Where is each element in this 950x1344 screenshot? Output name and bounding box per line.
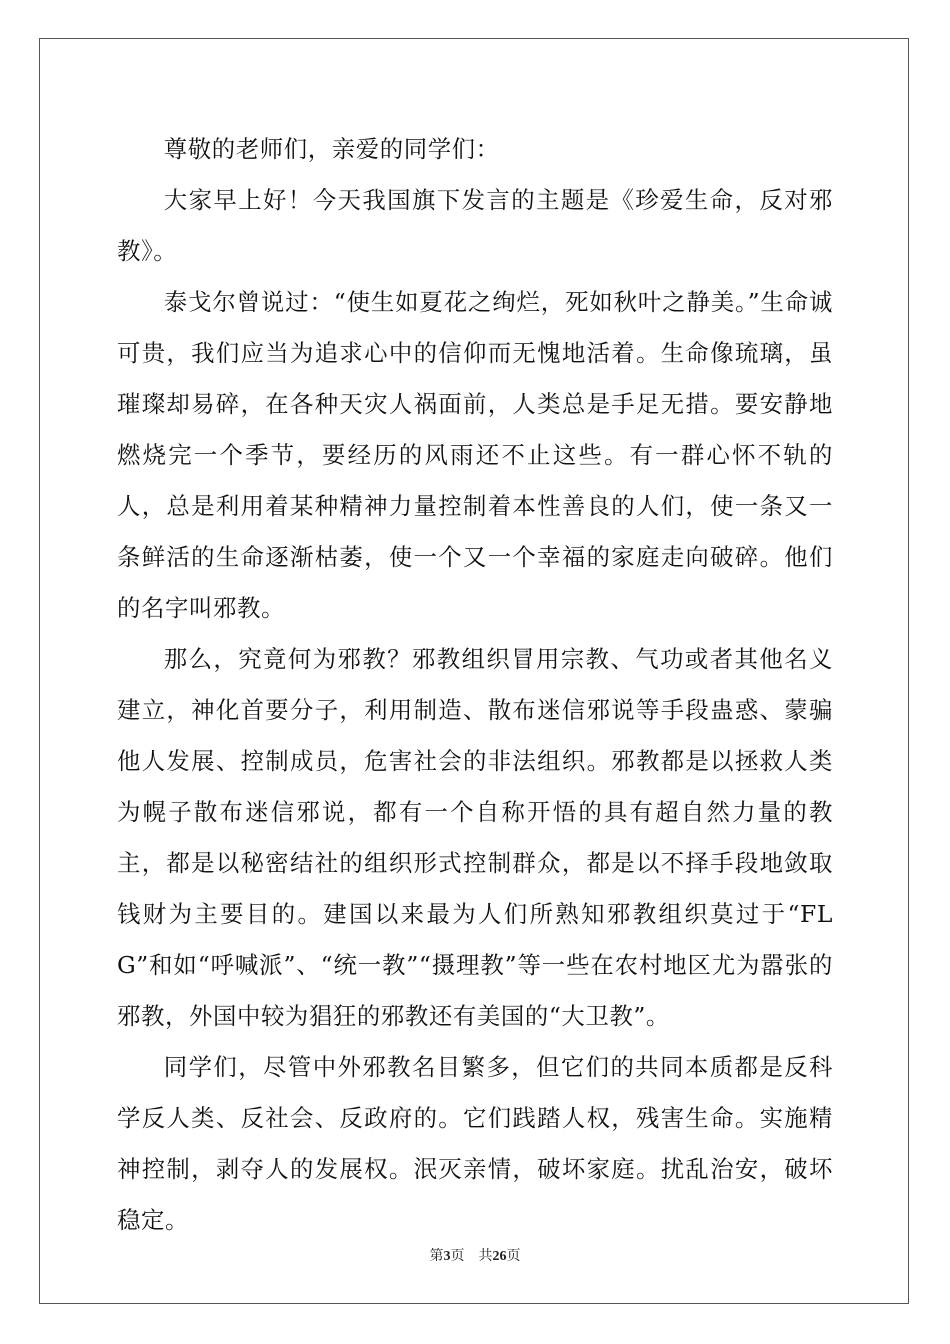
paragraph-salutation: 尊敬的老师们，亲爱的同学们： (163, 135, 500, 163)
paragraph-topic: 大家早上好！今天我国旗下发言的主题是《珍爱生命，反对邪教》。 (117, 186, 833, 265)
page-prefix: 第 (429, 1249, 444, 1264)
page-number: 3 (443, 1249, 451, 1264)
paragraph-tagore-quote: 泰戈尔曾说过：“使生如夏花之绚烂，死如秋叶之静美。”生命诚可贵，我们应当为追求心中的信仰而无愧地活着。生命像琉璃，虽璀璨却易碎，在各种天灾人祸面前，人类总是手足无措。要安静地燃烧完一个季节，要经历的风雨还不止这些。有一群心怀不轨的人，总是利用着某种精神力量控制着本性善良的人们，使一条又一条鲜活的生命逐渐枯萎，使一个又一个幸福的家庭走向破碎。他们的名字叫邪教。 (117, 288, 833, 622)
total-prefix: 共 (478, 1249, 493, 1264)
page-footer (0, 1247, 950, 1267)
total-pages: 26 (492, 1249, 507, 1264)
paragraph-definition: 那么，究竟何为邪教？邪教组织冒用宗教、气功或者其他名义建立，神化首要分子，利用制造、散布迷信邪说等手段蛊惑、蒙骗他人发展、控制成员，危害社会的非法组织。邪教都是以拯救人类为幌子散布迷信邪说，都有一个自称开悟的具有超自然力量的教主，都是以秘密结社的组织形式控制群众，都是以不择手段地敛取钱财为主要目的。建国以来最为人们所熟知邪教组织莫过于“FLG”和如“呼喊派”、“统一教”“摄理教”等一些在农村地区尤为嚣张的邪教，外国中较为猖狂的邪教还有美国的“大卫教”。 (117, 645, 833, 1030)
paragraph-nature: 同学们，尽管中外邪教名目繁多，但它们的共同本质都是反科学反人类、反社会、反政府的。它们践踏人权，残害生命。实施精神控制，剥夺人的发展权。泯灭亲情，破坏家庭。扰乱治安，破坏稳定。 (117, 1053, 833, 1234)
document-body (117, 124, 833, 1246)
total-suffix: 页 (506, 1249, 521, 1264)
page-suffix: 页 (450, 1249, 465, 1264)
